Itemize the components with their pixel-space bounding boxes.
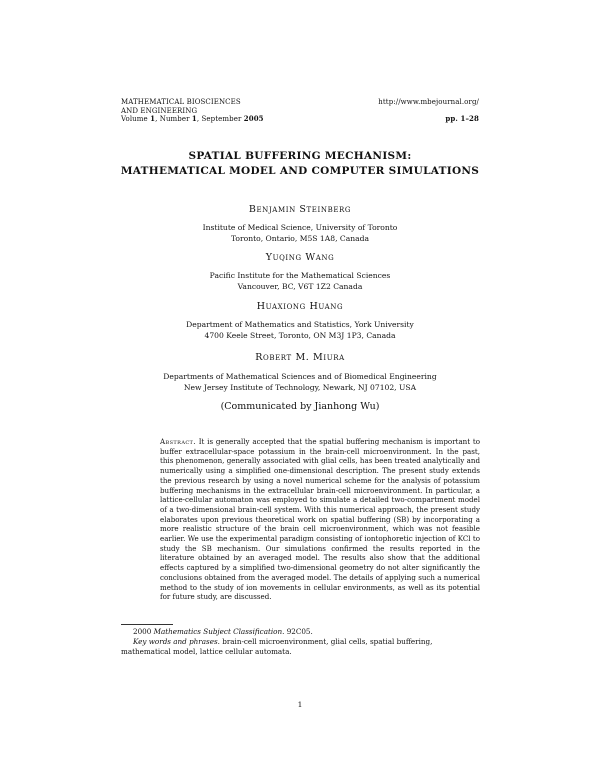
volume-info: Volume 1, Number 1, September 2005	[121, 114, 264, 123]
journal-name-line2: AND ENGINEERING	[121, 106, 198, 115]
author-name: Robert M. Miura	[255, 352, 345, 363]
author-name: Huaxiong Huang	[256, 301, 344, 312]
journal-header	[121, 98, 264, 124]
abstract	[160, 437, 480, 602]
page-range: pp. 1–28	[445, 114, 479, 123]
year: 2005	[243, 114, 264, 123]
author-affiliation: Pacific Institute for the Mathematical Sciences Vancouver, BC, V6T 1Z2 Canada	[209, 271, 391, 291]
issue-number: 1	[191, 114, 197, 123]
author-affiliation: Departments of Mathematical Sciences and of Biomedical Engineering New Jersey Institute of Technology, Newark, NJ 07102, USA	[163, 372, 437, 392]
abstract-label: Abstract.	[160, 437, 196, 446]
author-name: Yuqing Wang	[265, 252, 335, 263]
journal-url[interactable]: http://www.mbejournal.org/	[378, 98, 479, 106]
abstract-text: It is generally accepted that the spatial buffering mechanism is important to buffer extracellular-space potassium in the brain-cell microenvironment. In the past, this phenomenon, generally associated with glial cells, has been treated analytically and numerically using a simplified one-dimensional description. The present study extends the previous research by using a novel numerical scheme for the analysis of potassium buffering mechanisms in the extracellular brain-cell microenvironment. In particular, a lattice-cellular automaton was employed to simulate a detailed two-compartment model of a two-dimensional brain-cell system. With this numerical approach, the present study elaborates upon previous theoretical work on spatial buffering (SB) by incorporating a more realistic structure of the brain cell microenvironment, which was not feasible earlier. We use the experimental paradigm consisting of iontophoretic injection of KCl to study the SB mechanism. Our simulations confirmed the results reported in the literature obtained by an averaged model. The results also show that the additional effects captured by a simplified two-dimensional geometry do not alter significantly the conclusions obtained from the averaged model. The details of applying such a numerical method to the study of ion movements in cellular environments, as well as its potential for future study, are discussed.	[160, 437, 480, 602]
author-affiliation: Institute of Medical Science, University of Toronto Toronto, Ontario, M5S 1A8, Canada	[202, 223, 398, 243]
paper-title-line2: MATHEMATICAL MODEL AND COMPUTER SIMULATIONS	[120, 165, 480, 177]
page-number: 1	[297, 700, 303, 709]
journal-name-line1: MATHEMATICAL BIOSCIENCES	[121, 98, 241, 106]
footnote-keywords: Key words and phrases. brain-cell microenvironment, glial cells, spatial buffering, mathematical model, lattice cellular automata.	[121, 637, 433, 656]
footnote-msc: 2000 Mathematics Subject Classification. 92C05.	[133, 627, 313, 636]
journal-url-block	[378, 98, 479, 124]
author-affiliation: Department of Mathematics and Statistics, York University 4700 Keele Street, Toronto, ON M3J 1P3, Canada	[186, 320, 414, 340]
paper-title-line1: SPATIAL BUFFERING MECHANISM:	[188, 150, 412, 162]
footnote-rule	[121, 624, 173, 625]
communicated-by: (Communicated by Jianhong Wu)	[220, 401, 380, 412]
volume-number: 1	[150, 114, 156, 123]
author-name: Benjamin Steinberg	[248, 204, 352, 215]
